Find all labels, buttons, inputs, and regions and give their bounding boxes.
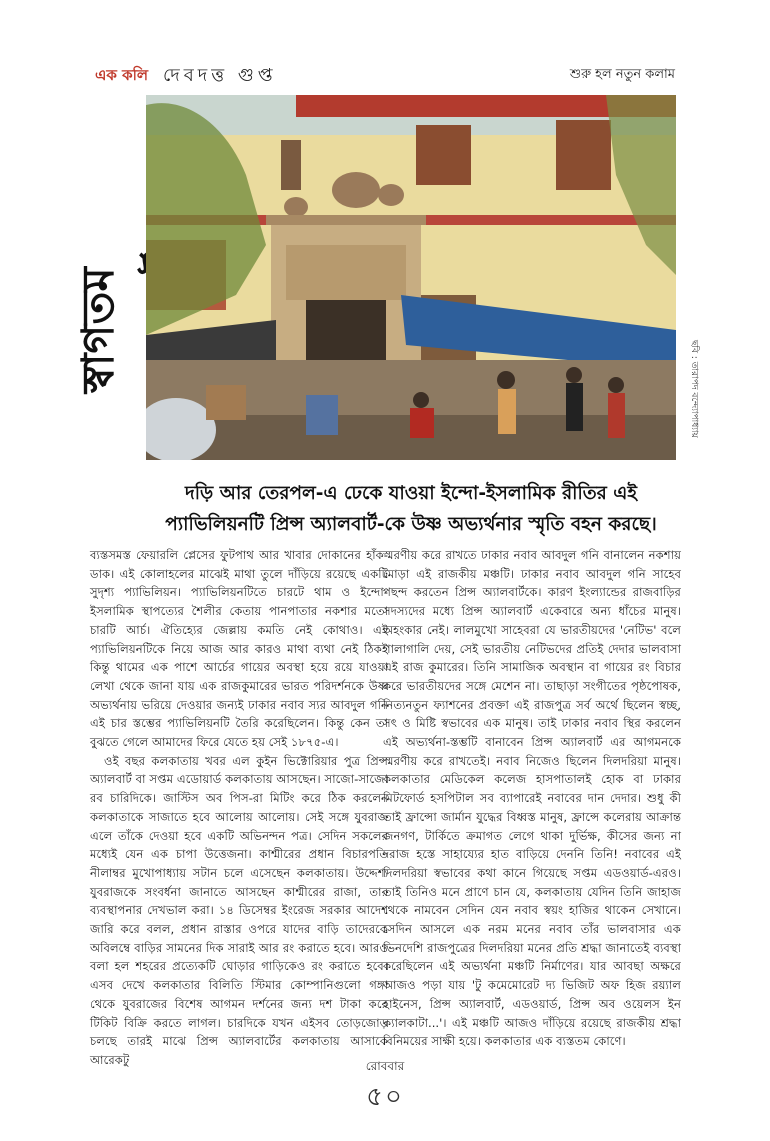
article-column-left bbox=[90, 546, 388, 1070]
article-column-right bbox=[383, 546, 681, 1051]
page-number: ৫০ bbox=[366, 1082, 404, 1112]
article-title: স্বাগতম bbox=[73, 267, 124, 393]
author-name: দেবদত্ত গুপ্ত bbox=[163, 65, 277, 86]
page-footer bbox=[0, 1058, 770, 1120]
photo-illustration bbox=[146, 95, 676, 460]
article-paragraph: স্মরণীয় করে রাখতে ঢাকার নবাব আবদুল গনি বানালেন নকশায় মোড়া এই রাজকীয় মঞ্চটি। ঢাকার নবাব আবদুল গনি সাহেব পছন্দ করতেন প্রিন্স অ্যালবার্টকে। কারণ ইংল্যান্ডের রাজবাড়ির সদস্যদের মধ্যে প্রিন্স অ্যালবার্ট একেবারে অন্য ধাঁচের মানুষ। অহংকার নেই। লালমুখো সাহেবরা যে ভারতীয়দের 'নেটিভ' বলে গালাগালি দেয়, সেই ভারতীয় নেটিভদের প্রতিই দেদার ভালবাসা এই রাজ কুমারের। তিনি সামাজিক অবস্থান বা গায়ের রং বিচার করে ভারতীয়দের সঙ্গে মেশেন না। তাছাড়া সংগীতের পৃষ্ঠপোষক, নিত্যনতুন ফ্যাশনের প্রবক্তা এই রাজপুত্র সর্ব অর্থে ছিলেন স্বচ্ছ, সৎ ও মিষ্টি স্বভাবের এক মানুষ। তাই ঢাকার নবাব স্থির করলেন এই অভ্যর্থনা-স্তম্ভটি বানাবেন প্রিন্স অ্যালবার্ট এর আগমনকে স্মরণীয় করে রাখতেই। নবাব নিজেও ছিলেন দিলদরিয়া মানুষ। কলকাতার মেডিকেল কলেজ হাসপাতালই হোক বা ঢাকার মিটফোর্ড হসপিটাল সব ব্যাপারেই নবাবের দান দেদার। শুধু কী তাই ফ্রান্সো জার্মান যুদ্ধের বিধ্বস্ত মানুষ, ফ্রান্সে কলেরায় আক্রান্ত জনগণ, টার্কিতে ক্রমাগত লেগে থাকা দুর্ভিক্ষ, কীসের জন্য না দরাজ হস্তে সাহায্যের হাত বাড়িয়ে দেননি তিনি! নবাবের এই দিলদরিয়া স্বভাবের কথা কানে গিয়েছে সপ্তম এডওয়ার্ড-এরও। তাই তিনিও মনে প্রাণে চান যে, কলকাতায় যেদিন তিনি জাহাজ থেকে নামবেন সেদিন যেন নবাব স্বয়ং হাজির থাকেন সেখানে। সেদিন আসলে এক নরম মনের নবাব তাঁর ভালবাসার এক ভিনদেশি রাজপুত্রের দিলদরিয়া মনের প্রতি শ্রদ্ধা জানাতেই ব্যবস্থা করেছিলেন এই অভ্যর্থনা মঞ্চটি নির্মাণের। যার আবছা অক্ষরে আজও পড়া যায় 'টু কমেমোরেট দ্য ভিজিট অফ হিজ রয়্যাল হাইনেস, প্রিন্স অ্যালবার্ট, এডওয়ার্ড, প্রিন্স অব ওয়েলস ইন ক্যালকাটা...'। এই মঞ্চটি আজও দাঁড়িয়ে রয়েছে রাজকীয় শ্রদ্ধা বিনিময়ের সাক্ষী হয়ে। কলকাতার এক ব্যস্ততম কোণে। bbox=[383, 548, 681, 1049]
magazine-name: রোববার bbox=[365, 1059, 405, 1073]
column-kicker: শুরু হল নতুন কলাম bbox=[569, 67, 675, 82]
photo-caption: দড়ি আর তেরপল-এ ঢেকে যাওয়া ইন্দো-ইসলামিক রীতির এই প্যাভিলিয়নটি প্রিন্স অ্যালবার্ট-কে উষ্ণ অভ্যর্থনার স্মৃতি বহন করছে। bbox=[165, 483, 657, 535]
column-series-label: এক কলি bbox=[95, 66, 149, 84]
article-paragraph: ওই বছর কলকাতায় খবর এল কুইন ভিক্টোরিয়ার পুত্র প্রিন্স অ্যালবার্ট বা সপ্তম এডোয়ার্ড কলকাতায় আসছেন। সাজো-সাজো রব চারিদিকে। জাস্টিস অব পিস-রা মিটিং করে ঠিক করলেন কলকাতাকে সাজাতে হবে আলোয় আলোয়। সেই সঙ্গে যুবরাজ এলে তাঁকে দেওয়া হবে একটি অভিনন্দন পত্র। সেদিন সকলের মধ্যেই যেন এক চাপা উত্তেজনা। কাশ্মীরের প্রধান বিচারপতি নীলাম্বর মুখোপাধ্যায় সটান চলে এসেছেন কলকাতায়। উদ্দেশ্য যুবরাজকে সংবর্ধনা জানাতে আসছেন কাশ্মীরের রাজা, তার ব্যবস্থাপনার দেখভাল করা। ১৪ ডিসেম্বর ইংরেজ সরকার আদেশ জারি করে বলল, প্রধান রাস্তার ওপরে যাদের বাড়ি তাদেরকে অবিলম্বে বাড়ির সামনের দিক সারাই আর রং করাতে হবে। আরও বলা হল শহরের প্রত্যেকটি ঘোড়ার গাড়িকেও রং করাতে হবে। এসব দেখে কলকাতার বিলিতি স্টিমার কোম্পানিগুলো গঙ্গা থেকে যুবরাজের বিশেষ আগমন দর্শনের জন্য দশ টাকা করে টিকিট বিক্রি করতে লাগল। চারদিকে যখন এইসব তোড়জোড় চলছে তারই মাঝে প্রিন্স অ্যালবার্টের কলকাতায় আসাকে আরেকটু bbox=[90, 753, 388, 1067]
article-paragraph: ব্যস্তসমস্ত ফেয়ারলি প্লেসের ফুটপাথ আর খাবার দোকানের হাঁক-ডাক। এই কোলাহলের মাঝেই মাথা তুলে দাঁড়িয়ে রয়েছে একটি সুদৃশ্য প্যাভিলিয়ন। প্যাভিলিয়নটিতে চারটে থাম ও ইন্দো-ইসলামিক স্থাপত্যের শৈলীর কেতায় পানপাতার নকশার মতো চারটি আর্চ। ঐতিহ্যের জেল্লায় কমতি নেই কোথাও। এই প্যাভিলিয়নটিকে নিয়ে আজ আর কারও মাথা ব্যথা নেই ঠিকই কিন্তু থামের এক পাশে আর্চের গায়ের অবস্থা হয়ে রয়ে যাওয়া লেখা থেকে জানা যায় এক রাজকুমারের ভারত পরিদর্শনকে উষ্ণ অভ্যর্থনায় ভরিয়ে দেওয়ার জন্যই ঢাকার নবাব স্যর আবদুল গনি এই চার স্তম্ভের প্যাভিলিয়নটি তৈরি করেছিলেন। কিন্তু কেন তা বুঝতে গেলে আমাদের ফিরে যেতে হয় সেই ১৮৭৫-এ। bbox=[90, 548, 388, 750]
photo-credit: ছবি : তারাপদ বন্দ্যোপাধ্যায় bbox=[689, 340, 699, 438]
pavilion-photo bbox=[146, 95, 676, 460]
page-header bbox=[95, 62, 675, 86]
